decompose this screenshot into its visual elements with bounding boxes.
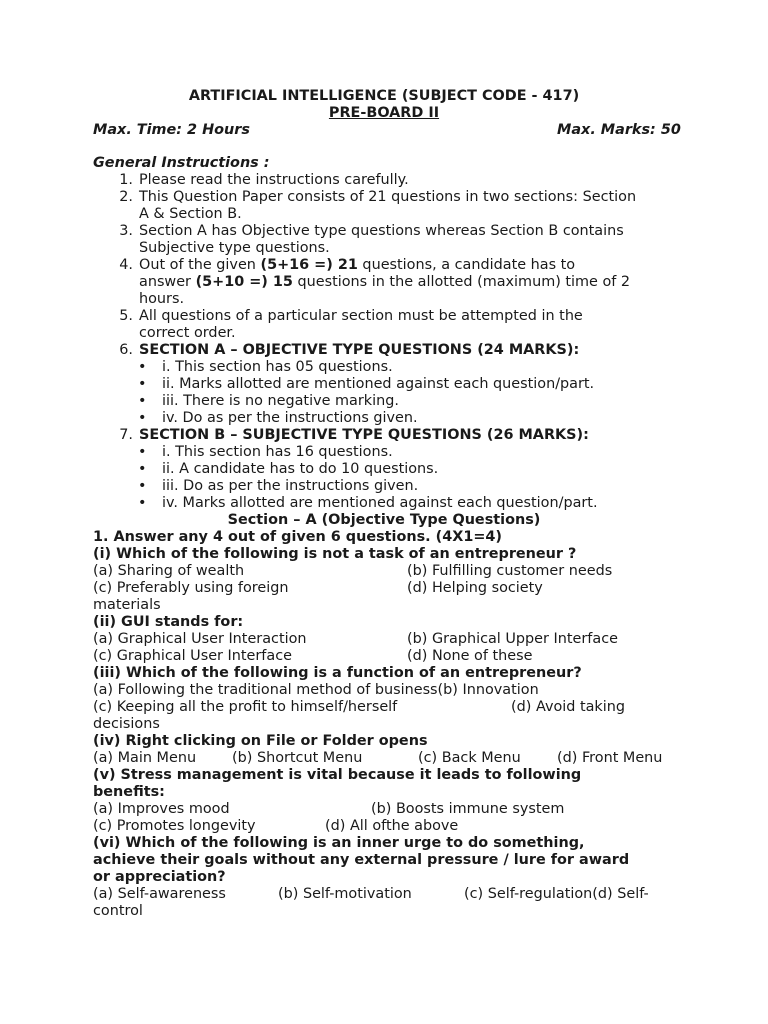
instruction-6-bullet: i. This section has 05 questions. [162, 359, 393, 375]
bullet-icon: • [138, 393, 147, 409]
question-vi: (vi) Which of the following is an inner urge to do something, [93, 835, 585, 851]
question-1: 1. Answer any 4 out of given 6 questions. (4X1=4) [93, 529, 503, 545]
question-vi-continued: or appreciation? [93, 869, 226, 885]
text: questions, a candidate has to [357, 257, 576, 273]
max-marks: Max. Marks: 50 [557, 122, 681, 138]
bullet-icon: • [138, 444, 147, 460]
list-number: 2. [119, 189, 133, 205]
bullet-icon: • [138, 376, 147, 392]
option: (b) Shortcut Menu [232, 750, 363, 766]
option: (a) Sharing of wealth [93, 563, 245, 579]
instruction-4-line2 [139, 274, 630, 291]
instructions-heading: General Instructions : [93, 155, 270, 171]
option: (c) Promotes longevity [93, 818, 256, 834]
option-continued: decisions [93, 716, 160, 732]
text: answer [139, 274, 196, 290]
question-ii: (ii) GUI stands for: [93, 614, 244, 630]
instruction-5-line2: correct order. [139, 325, 236, 341]
option: (d) All ofthe above [325, 818, 459, 834]
instruction-6-bullet: ii. Marks allotted are mentioned against each question/part. [162, 376, 595, 392]
option: (b) Self-motivation [278, 886, 412, 902]
instruction-6-bullet: iii. There is no negative marking. [162, 393, 399, 409]
list-number: 4. [119, 257, 133, 273]
max-time: Max. Time: 2 Hours [93, 122, 250, 138]
instruction-4-line1 [139, 257, 575, 274]
instruction-3-line2: Subjective type questions. [139, 240, 330, 256]
subtitle-text: PRE-BOARD II [328, 105, 440, 121]
instruction-3-line1: Section A has Objective type questions whereas Section B contains [139, 223, 624, 239]
instruction-5-line1: All questions of a particular section must be attempted in the [139, 308, 583, 324]
section-a-heading: Section – A (Objective Type Questions) [227, 512, 541, 528]
list-number: 6. [119, 342, 133, 358]
instruction-7-bullet: iii. Do as per the instructions given. [162, 478, 419, 494]
option: (a) Following the traditional method of business(b) Innovation [93, 682, 539, 698]
option: (d) Front Menu [557, 750, 663, 766]
instruction-7: SECTION B – SUBJECTIVE TYPE QUESTIONS (26 MARKS): [139, 427, 589, 443]
bullet-icon: • [138, 495, 147, 511]
instruction-2-line1: This Question Paper consists of 21 questions in two sections: Section [139, 189, 637, 205]
option: (d) None of these [407, 648, 533, 664]
option: (b) Fulfilling customer needs [407, 563, 613, 579]
instruction-6-bullet: iv. Do as per the instructions given. [162, 410, 418, 426]
instruction-7-bullet: i. This section has 16 questions. [162, 444, 393, 460]
option: (c) Back Menu [418, 750, 521, 766]
instruction-2-line2: A & Section B. [139, 206, 242, 222]
list-number: 7. [119, 427, 133, 443]
option-continued: materials [93, 597, 161, 613]
bullet-icon: • [138, 359, 147, 375]
option: (c) Graphical User Interface [93, 648, 292, 664]
bold-text: (5+16 =) 21 [260, 257, 358, 273]
bullet-icon: • [138, 478, 147, 494]
option: (a) Self-awareness [93, 886, 226, 902]
instruction-6: SECTION A – OBJECTIVE TYPE QUESTIONS (24 MARKS): [139, 342, 580, 358]
instruction-7-bullet: ii. A candidate has to do 10 questions. [162, 461, 439, 477]
question-vi-continued: achieve their goals without any external pressure / lure for award [93, 852, 630, 868]
question-iii: (iii) Which of the following is a function of an entrepreneur? [93, 665, 582, 681]
list-number: 5. [119, 308, 133, 324]
option: (c) Self-regulation(d) Self- [464, 886, 649, 902]
option: (c) Preferably using foreign [93, 580, 289, 596]
option: (a) Main Menu [93, 750, 197, 766]
bullet-icon: • [138, 461, 147, 477]
text: questions in the allotted (maximum) time of 2 [292, 274, 631, 290]
question-i: (i) Which of the following is not a task of an entrepreneur ? [93, 546, 577, 562]
option: (a) Graphical User Interaction [93, 631, 307, 647]
paper-title: ARTIFICIAL INTELLIGENCE (SUBJECT CODE - 417) [188, 88, 580, 104]
text: Out of the given [139, 257, 261, 273]
question-v-continued: benefits: [93, 784, 165, 800]
option: (b) Boosts immune system [371, 801, 565, 817]
list-number: 3. [119, 223, 133, 239]
option: (c) Keeping all the profit to himself/herself [93, 699, 398, 715]
instruction-4-line3: hours. [139, 291, 185, 307]
instruction-1: Please read the instructions carefully. [139, 172, 409, 188]
list-number: 1. [119, 172, 133, 188]
instruction-7-bullet: iv. Marks allotted are mentioned against each question/part. [162, 495, 598, 511]
option: (d) Helping society [407, 580, 543, 596]
option: (d) Avoid taking [511, 699, 626, 715]
option: (b) Graphical Upper Interface [407, 631, 618, 647]
option-continued: control [93, 903, 143, 919]
bullet-icon: • [138, 410, 147, 426]
question-v: (v) Stress management is vital because it leads to following [93, 767, 582, 783]
question-iv: (iv) Right clicking on File or Folder opens [93, 733, 428, 749]
bold-text: (5+10 =) 15 [195, 274, 293, 290]
option: (a) Improves mood [93, 801, 230, 817]
paper-subtitle [93, 105, 675, 122]
